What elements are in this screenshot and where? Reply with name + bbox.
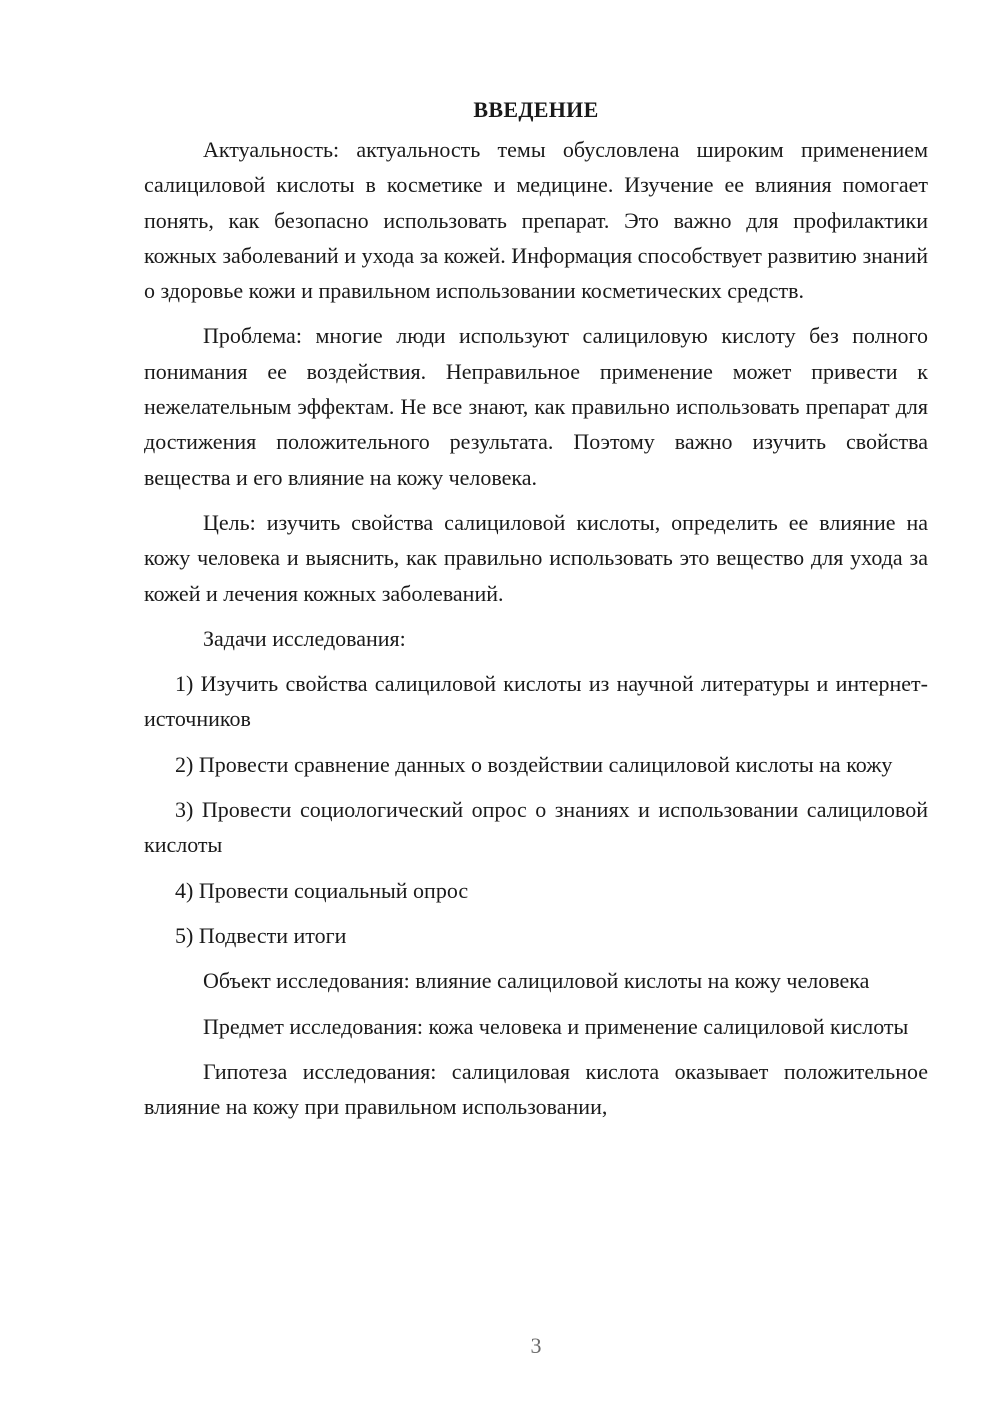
paragraph-hypothesis: Гипотеза исследования: салициловая кислота оказывает положительное влияние на кожу при правильном использовании, [144, 1058, 928, 1120]
paragraph-goal: Цель: изучить свойства салициловой кислоты, определить ее влияние на кожу человека и выяснить, как правильно использовать это вещество для ухода за кожей и лечения кожных заболеваний. [144, 509, 928, 606]
task-item-2: 2) Провести сравнение данных о воздействии салициловой кислоты на кожу [175, 751, 893, 777]
document-page [144, 92, 928, 1124]
task-item-5: 5) Подвести итоги [175, 922, 347, 948]
paragraph-object: Объект исследования: влияние салициловой кислоты на кожу человека [203, 968, 870, 994]
paragraph-problem: Проблема: многие люди используют салициловую кислоту без полного понимания ее воздействия. Неправильное применение может привести к нежелательным эффектам. Не все знают, как правильно использовать препарат для достижения положительного результата. Поэтому важно изучить свойства вещества и его влияние на кожу человека. [144, 323, 928, 490]
task-item-3: 3) Провести социологический опрос о знаниях и использовании салициловой кислоты [144, 797, 928, 858]
paragraph-relevance: Актуальность: актуальность темы обусловлена широким применением салициловой кислоты в косметике и медицине. Изучение ее влияния помогает понять, как безопасно использовать препарат. Это важно для профилактики кожных заболеваний и ухода за кожей. Информация способствует развитию знаний о здоровье кожи и правильном использовании косметических средств. [144, 137, 928, 304]
tasks-title: Задачи исследования: [203, 625, 406, 651]
page-number: 3 [530, 1333, 542, 1358]
task-item-4: 4) Провести социальный опрос [175, 877, 469, 903]
section-heading: ВВЕДЕНИЕ [473, 97, 599, 122]
task-item-1: 1) Изучить свойства салициловой кислоты из научной литературы и интернет-источников [144, 671, 928, 732]
paragraph-subject: Предмет исследования: кожа человека и применение салициловой кислоты [203, 1013, 909, 1039]
